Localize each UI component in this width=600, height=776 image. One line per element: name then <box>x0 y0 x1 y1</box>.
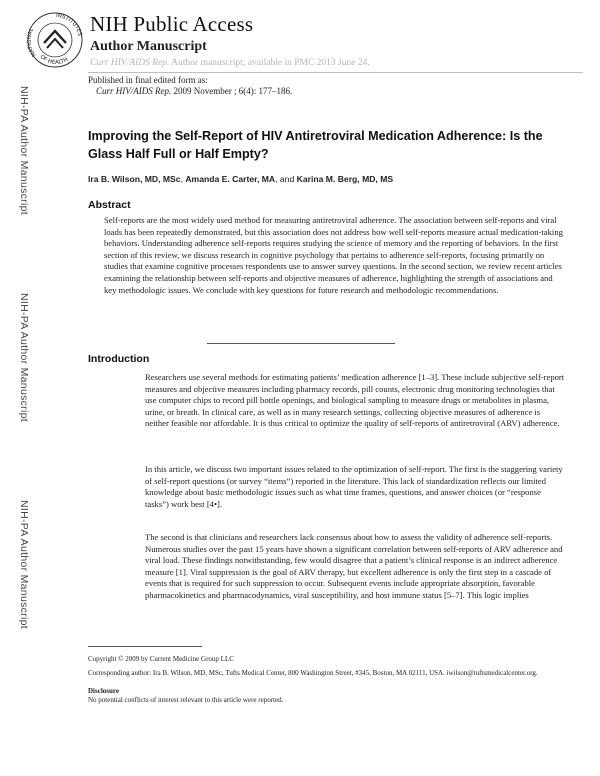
intro-paragraph-3: The second is that clinicians and researchers lack consensus about how to assess the validity of adherence self-reports. Numerous studies over the past 15 years have shown a significant correlation between self-reports of ARV adherence and viral load. These findings notwithstanding, few would disagree that a patient’s clinical response is an indirect adherence measure [1]. Viral suppression is the goal of ARV therapy, but excellent adherence is only the first step in a cascade of events that is required for such suppression to occur. Subsequent events include appropriate absorption, favorable pharmacokinetics and pharmacodynamics, viral susceptibility, and host immune status [5–7]. This logic implies <box>145 532 563 600</box>
published-line: Published in final edited form as: <box>88 75 208 85</box>
disclosure-heading: Disclosure <box>88 687 119 695</box>
seal-text-right: INSTITUTES <box>55 12 83 37</box>
nih-seal-logo <box>26 11 84 69</box>
availability-citation <box>90 58 560 68</box>
introduction-heading: Introduction <box>88 353 150 365</box>
intro-paragraph-2: In this article, we discuss two important issues related to the optimization of self-report. The first is the staggering variety of self-report questions (or survey “items”) reported in the literature. This lack of standardization reflects our limited knowledge about basic methodologic issues such as what time frames, questions, and answer choices (or “response tasks”) work best [4•]. <box>145 464 563 509</box>
seal-text-bottom: OF HEALTH <box>38 54 70 66</box>
author-conjunction: and <box>279 174 295 184</box>
seal-text-left: NATIONAL <box>26 27 38 58</box>
author-1: Ira B. Wilson, MD, MSc <box>88 174 181 184</box>
abstract-divider <box>207 343 395 344</box>
published-details: 2009 November ; 6(4): 177–186. <box>173 86 293 96</box>
abstract-heading: Abstract <box>88 199 131 211</box>
published-journal: Curr HIV/AIDS Rep. <box>96 86 172 96</box>
intro-paragraph-1: Researchers use several methods for estimating patients’ medication adherence [1–3]. These include subjective self-report measures and objective measures including pharmacy records, pill counts, electronic drug monitoring technologies that use computer chips to record pill bottle openings, and biological sampling to measure drugs or metabolites in plasma, urine, or breath. In clinical care, as well as in many research settings, collecting objective measures of adherence is neither feasible nor affordable. It is thus critical to optimize the quality of self-reports of antiretroviral (ARV) adherence. <box>145 372 565 429</box>
header-divider <box>88 72 583 73</box>
citation-journal: Curr HIV/AIDS Rep. <box>90 58 170 68</box>
citation-details: Author manuscript; available in PMC 2013 June 24. <box>171 58 370 68</box>
article-title: Improving the Self-Report of HIV Antiretroviral Medication Adherence: Is the Glass Half Full or Half Empty? <box>88 129 543 161</box>
author-list: Ira B. Wilson, MD, MSc, Amanda E. Carter, MA, and Karina M. Berg, MD, MS <box>88 174 394 184</box>
sidebar-label-top: NIH-PA Author Manuscript <box>18 86 30 215</box>
abstract-text: Self-reports are the most widely used method for measuring antiretroviral adherence. The association between self-reports and viral loads has been repeatedly demonstrated, but this association does not address how well self-reports measure actual medication-taking behaviors. Understanding adherence self-reports requires studying the science of memory and the reporting of behaviors. In the first section of this review, we discuss research in cognitive psychology that pertains to adherence self-reports, focusing primarily on studies that examine cognitive processes respondents use to answer survey questions. In the second section, we review recent articles examining the relationship between self-reports and objective measures of adherence, highlighting the strength of associations and key methodologic issues. We conclude with key questions for future research and methodologic recommendations. <box>104 215 563 295</box>
sidebar-label-middle: NIH-PA Author Manuscript <box>18 293 30 422</box>
disclosure-text: No potential conflicts of interest relevant to this article were reported. <box>88 696 284 704</box>
svg-text:NATIONAL <box>27 26 38 57</box>
author-3: Karina M. Berg, MD, MS <box>296 174 394 184</box>
sidebar-label-bottom: NIH-PA Author Manuscript <box>18 500 30 629</box>
author-manuscript-label: Author Manuscript <box>90 39 207 54</box>
svg-text:INSTITUTES <box>56 13 83 37</box>
published-citation <box>96 86 292 96</box>
nih-public-access-title: NIH Public Access <box>90 12 254 36</box>
footnote-divider <box>88 646 202 647</box>
author-2: Amanda E. Carter, MA <box>185 174 276 184</box>
corresponding-author-note: Corresponding author: Ira B. Wilson, MD, MSc, Tufts Medical Center, 800 Washington Street, #345, Boston, MA 02111, USA. iwilson@tuftsmedicalcenter.org. <box>88 669 538 677</box>
copyright-note: Copyright © 2009 by Current Medicine Group LLC <box>88 655 234 663</box>
